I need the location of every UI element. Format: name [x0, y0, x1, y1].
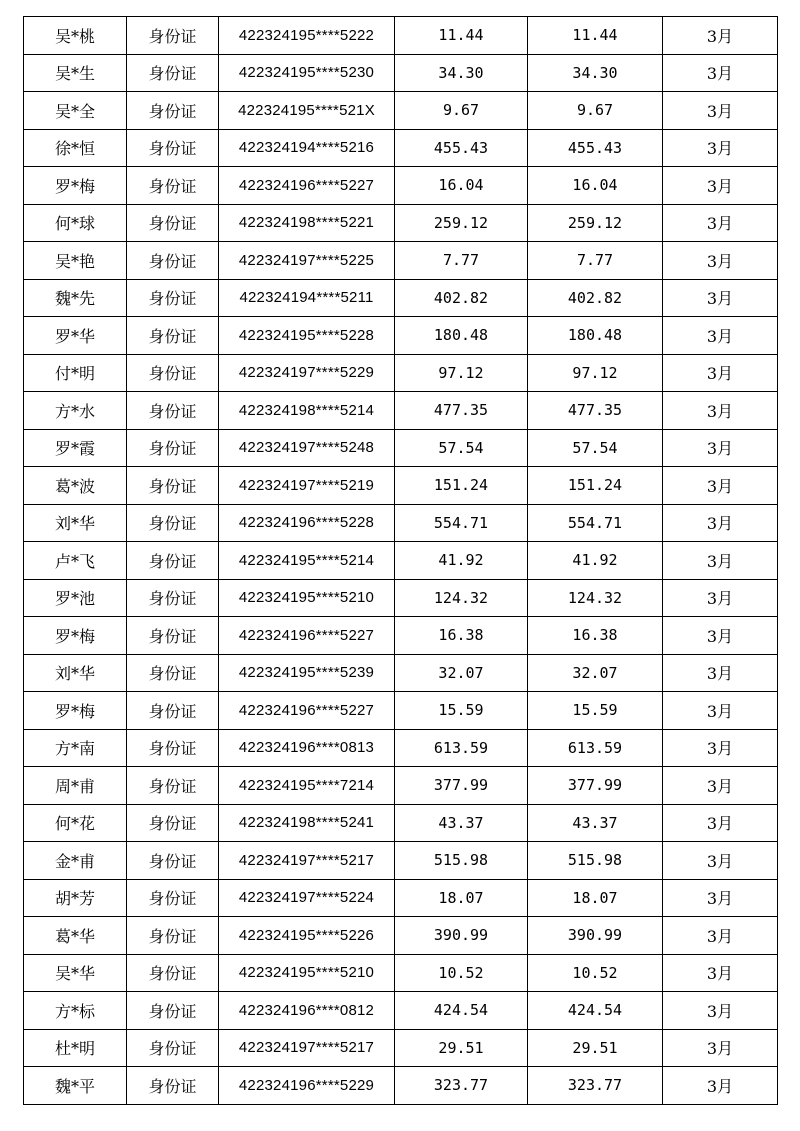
cell-month: 3月 — [663, 654, 778, 692]
cell-amount: 43.37 — [395, 804, 528, 842]
cell-amount: 515.98 — [395, 842, 528, 880]
cell-name: 胡*芳 — [24, 879, 127, 917]
cell-id-number: 422324197****5225 — [219, 242, 395, 280]
cell-id-number: 422324195****5222 — [219, 17, 395, 55]
cell-amount: 554.71 — [395, 504, 528, 542]
cell-id-type: 身份证 — [127, 429, 219, 467]
cell-id-number: 422324195****7214 — [219, 767, 395, 805]
cell-name: 方*南 — [24, 729, 127, 767]
cell-id-type: 身份证 — [127, 317, 219, 355]
cell-name: 刘*华 — [24, 654, 127, 692]
cell-amount: 7.77 — [395, 242, 528, 280]
cell-month: 3月 — [663, 542, 778, 580]
cell-name: 魏*平 — [24, 1067, 127, 1105]
cell-id-number: 422324198****5241 — [219, 804, 395, 842]
cell-amount-paid: 29.51 — [528, 1029, 663, 1067]
cell-id-type: 身份证 — [127, 729, 219, 767]
cell-amount: 455.43 — [395, 129, 528, 167]
table-row — [24, 654, 778, 692]
cell-amount-paid: 18.07 — [528, 879, 663, 917]
cell-amount-paid: 11.44 — [528, 17, 663, 55]
cell-month: 3月 — [663, 429, 778, 467]
cell-name: 杜*明 — [24, 1029, 127, 1067]
cell-name: 吴*全 — [24, 92, 127, 130]
cell-month: 3月 — [663, 842, 778, 880]
cell-id-type: 身份证 — [127, 467, 219, 505]
cell-amount: 18.07 — [395, 879, 528, 917]
cell-amount-paid: 43.37 — [528, 804, 663, 842]
cell-id-number: 422324197****5219 — [219, 467, 395, 505]
cell-amount-paid: 151.24 — [528, 467, 663, 505]
cell-id-type: 身份证 — [127, 842, 219, 880]
cell-amount-paid: 390.99 — [528, 917, 663, 955]
table-row — [24, 729, 778, 767]
cell-month: 3月 — [663, 17, 778, 55]
cell-name: 徐*恒 — [24, 129, 127, 167]
table-row — [24, 392, 778, 430]
table-row — [24, 692, 778, 730]
cell-id-type: 身份证 — [127, 1029, 219, 1067]
cell-name: 罗*池 — [24, 579, 127, 617]
cell-id-type: 身份证 — [127, 167, 219, 205]
cell-name: 周*甫 — [24, 767, 127, 805]
cell-amount-paid: 554.71 — [528, 504, 663, 542]
cell-amount-paid: 9.67 — [528, 92, 663, 130]
cell-name: 魏*先 — [24, 279, 127, 317]
cell-amount: 32.07 — [395, 654, 528, 692]
cell-id-number: 422324196****5228 — [219, 504, 395, 542]
table-row — [24, 992, 778, 1030]
cell-id-type: 身份证 — [127, 579, 219, 617]
table-row — [24, 167, 778, 205]
cell-month: 3月 — [663, 954, 778, 992]
cell-month: 3月 — [663, 992, 778, 1030]
cell-id-number: 422324198****5214 — [219, 392, 395, 430]
cell-id-type: 身份证 — [127, 617, 219, 655]
cell-amount-paid: 455.43 — [528, 129, 663, 167]
cell-name: 何*花 — [24, 804, 127, 842]
cell-amount: 424.54 — [395, 992, 528, 1030]
cell-id-type: 身份证 — [127, 354, 219, 392]
cell-name: 罗*梅 — [24, 692, 127, 730]
cell-month: 3月 — [663, 579, 778, 617]
cell-id-number: 422324196****5227 — [219, 617, 395, 655]
cell-id-number: 422324196****0813 — [219, 729, 395, 767]
cell-id-number: 422324197****5224 — [219, 879, 395, 917]
cell-name: 金*甫 — [24, 842, 127, 880]
cell-month: 3月 — [663, 504, 778, 542]
table-row — [24, 542, 778, 580]
cell-amount-paid: 16.38 — [528, 617, 663, 655]
cell-name: 方*水 — [24, 392, 127, 430]
cell-amount-paid: 97.12 — [528, 354, 663, 392]
cell-id-number: 422324196****5227 — [219, 692, 395, 730]
cell-amount-paid: 7.77 — [528, 242, 663, 280]
cell-amount-paid: 377.99 — [528, 767, 663, 805]
cell-amount: 57.54 — [395, 429, 528, 467]
table-row — [24, 579, 778, 617]
cell-id-number: 422324196****0812 — [219, 992, 395, 1030]
cell-name: 罗*华 — [24, 317, 127, 355]
table-row — [24, 317, 778, 355]
cell-id-type: 身份证 — [127, 654, 219, 692]
cell-amount-paid: 259.12 — [528, 204, 663, 242]
cell-amount: 10.52 — [395, 954, 528, 992]
cell-name: 付*明 — [24, 354, 127, 392]
cell-id-number: 422324198****5221 — [219, 204, 395, 242]
cell-amount: 613.59 — [395, 729, 528, 767]
table-row — [24, 767, 778, 805]
table-row — [24, 1067, 778, 1105]
table-row — [24, 242, 778, 280]
cell-id-number: 422324195****5210 — [219, 579, 395, 617]
cell-amount: 97.12 — [395, 354, 528, 392]
cell-month: 3月 — [663, 167, 778, 205]
table-row — [24, 429, 778, 467]
table-row — [24, 879, 778, 917]
table-row — [24, 804, 778, 842]
cell-id-type: 身份证 — [127, 692, 219, 730]
cell-amount: 16.04 — [395, 167, 528, 205]
cell-month: 3月 — [663, 467, 778, 505]
cell-id-number: 422324195****5230 — [219, 54, 395, 92]
cell-id-type: 身份证 — [127, 54, 219, 92]
table-row — [24, 954, 778, 992]
cell-name: 刘*华 — [24, 504, 127, 542]
cell-id-number: 422324195****5228 — [219, 317, 395, 355]
cell-month: 3月 — [663, 354, 778, 392]
table-row — [24, 204, 778, 242]
cell-id-type: 身份证 — [127, 917, 219, 955]
cell-amount: 323.77 — [395, 1067, 528, 1105]
table-row — [24, 129, 778, 167]
cell-id-type: 身份证 — [127, 879, 219, 917]
cell-amount-paid: 515.98 — [528, 842, 663, 880]
cell-month: 3月 — [663, 92, 778, 130]
cell-month: 3月 — [663, 204, 778, 242]
cell-month: 3月 — [663, 729, 778, 767]
cell-amount: 477.35 — [395, 392, 528, 430]
cell-id-number: 422324195****5214 — [219, 542, 395, 580]
cell-id-type: 身份证 — [127, 504, 219, 542]
cell-amount-paid: 16.04 — [528, 167, 663, 205]
cell-id-number: 422324197****5217 — [219, 1029, 395, 1067]
table-body — [24, 17, 778, 1105]
cell-id-number: 422324195****521X — [219, 92, 395, 130]
cell-amount: 124.32 — [395, 579, 528, 617]
cell-amount: 377.99 — [395, 767, 528, 805]
cell-month: 3月 — [663, 692, 778, 730]
cell-amount-paid: 180.48 — [528, 317, 663, 355]
cell-amount: 16.38 — [395, 617, 528, 655]
cell-amount-paid: 424.54 — [528, 992, 663, 1030]
cell-month: 3月 — [663, 54, 778, 92]
cell-month: 3月 — [663, 767, 778, 805]
table-row — [24, 467, 778, 505]
cell-id-type: 身份证 — [127, 1067, 219, 1105]
cell-name: 吴*艳 — [24, 242, 127, 280]
cell-month: 3月 — [663, 879, 778, 917]
cell-id-type: 身份证 — [127, 954, 219, 992]
table-row — [24, 917, 778, 955]
cell-amount-paid: 323.77 — [528, 1067, 663, 1105]
cell-amount: 9.67 — [395, 92, 528, 130]
cell-amount-paid: 477.35 — [528, 392, 663, 430]
cell-amount-paid: 34.30 — [528, 54, 663, 92]
cell-month: 3月 — [663, 917, 778, 955]
cell-month: 3月 — [663, 1067, 778, 1105]
cell-id-type: 身份证 — [127, 242, 219, 280]
cell-name: 吴*华 — [24, 954, 127, 992]
cell-month: 3月 — [663, 317, 778, 355]
cell-id-type: 身份证 — [127, 542, 219, 580]
cell-month: 3月 — [663, 392, 778, 430]
cell-amount: 390.99 — [395, 917, 528, 955]
cell-name: 卢*飞 — [24, 542, 127, 580]
cell-amount: 29.51 — [395, 1029, 528, 1067]
cell-id-number: 422324194****5216 — [219, 129, 395, 167]
cell-amount: 41.92 — [395, 542, 528, 580]
cell-amount-paid: 124.32 — [528, 579, 663, 617]
table-row — [24, 617, 778, 655]
cell-id-number: 422324195****5210 — [219, 954, 395, 992]
cell-month: 3月 — [663, 242, 778, 280]
cell-amount: 34.30 — [395, 54, 528, 92]
cell-id-type: 身份证 — [127, 279, 219, 317]
cell-month: 3月 — [663, 1029, 778, 1067]
cell-amount: 259.12 — [395, 204, 528, 242]
cell-id-number: 422324197****5217 — [219, 842, 395, 880]
table-row — [24, 17, 778, 55]
cell-id-type: 身份证 — [127, 92, 219, 130]
cell-amount-paid: 41.92 — [528, 542, 663, 580]
cell-name: 吴*桃 — [24, 17, 127, 55]
cell-id-number: 422324195****5226 — [219, 917, 395, 955]
cell-id-number: 422324197****5248 — [219, 429, 395, 467]
cell-name: 何*球 — [24, 204, 127, 242]
cell-id-type: 身份证 — [127, 17, 219, 55]
cell-amount-paid: 32.07 — [528, 654, 663, 692]
cell-month: 3月 — [663, 129, 778, 167]
cell-amount: 15.59 — [395, 692, 528, 730]
cell-id-type: 身份证 — [127, 767, 219, 805]
cell-amount-paid: 613.59 — [528, 729, 663, 767]
cell-id-number: 422324195****5239 — [219, 654, 395, 692]
cell-id-type: 身份证 — [127, 392, 219, 430]
cell-amount-paid: 15.59 — [528, 692, 663, 730]
cell-name: 罗*梅 — [24, 617, 127, 655]
table-row — [24, 279, 778, 317]
cell-amount-paid: 10.52 — [528, 954, 663, 992]
cell-month: 3月 — [663, 279, 778, 317]
cell-name: 方*标 — [24, 992, 127, 1030]
cell-id-type: 身份证 — [127, 204, 219, 242]
cell-amount-paid: 402.82 — [528, 279, 663, 317]
table-row — [24, 1029, 778, 1067]
cell-amount: 180.48 — [395, 317, 528, 355]
cell-amount: 151.24 — [395, 467, 528, 505]
cell-name: 罗*霞 — [24, 429, 127, 467]
cell-name: 罗*梅 — [24, 167, 127, 205]
cell-month: 3月 — [663, 617, 778, 655]
cell-name: 葛*波 — [24, 467, 127, 505]
cell-amount: 402.82 — [395, 279, 528, 317]
cell-id-number: 422324197****5229 — [219, 354, 395, 392]
cell-amount: 11.44 — [395, 17, 528, 55]
cell-id-type: 身份证 — [127, 992, 219, 1030]
table-row — [24, 354, 778, 392]
table-row — [24, 842, 778, 880]
cell-name: 吴*生 — [24, 54, 127, 92]
cell-id-number: 422324194****5211 — [219, 279, 395, 317]
cell-name: 葛*华 — [24, 917, 127, 955]
table-row — [24, 92, 778, 130]
table-row — [24, 504, 778, 542]
payment-table — [23, 16, 778, 1105]
cell-id-type: 身份证 — [127, 129, 219, 167]
table-row — [24, 54, 778, 92]
cell-id-number: 422324196****5227 — [219, 167, 395, 205]
cell-amount-paid: 57.54 — [528, 429, 663, 467]
cell-id-type: 身份证 — [127, 804, 219, 842]
cell-id-number: 422324196****5229 — [219, 1067, 395, 1105]
cell-month: 3月 — [663, 804, 778, 842]
